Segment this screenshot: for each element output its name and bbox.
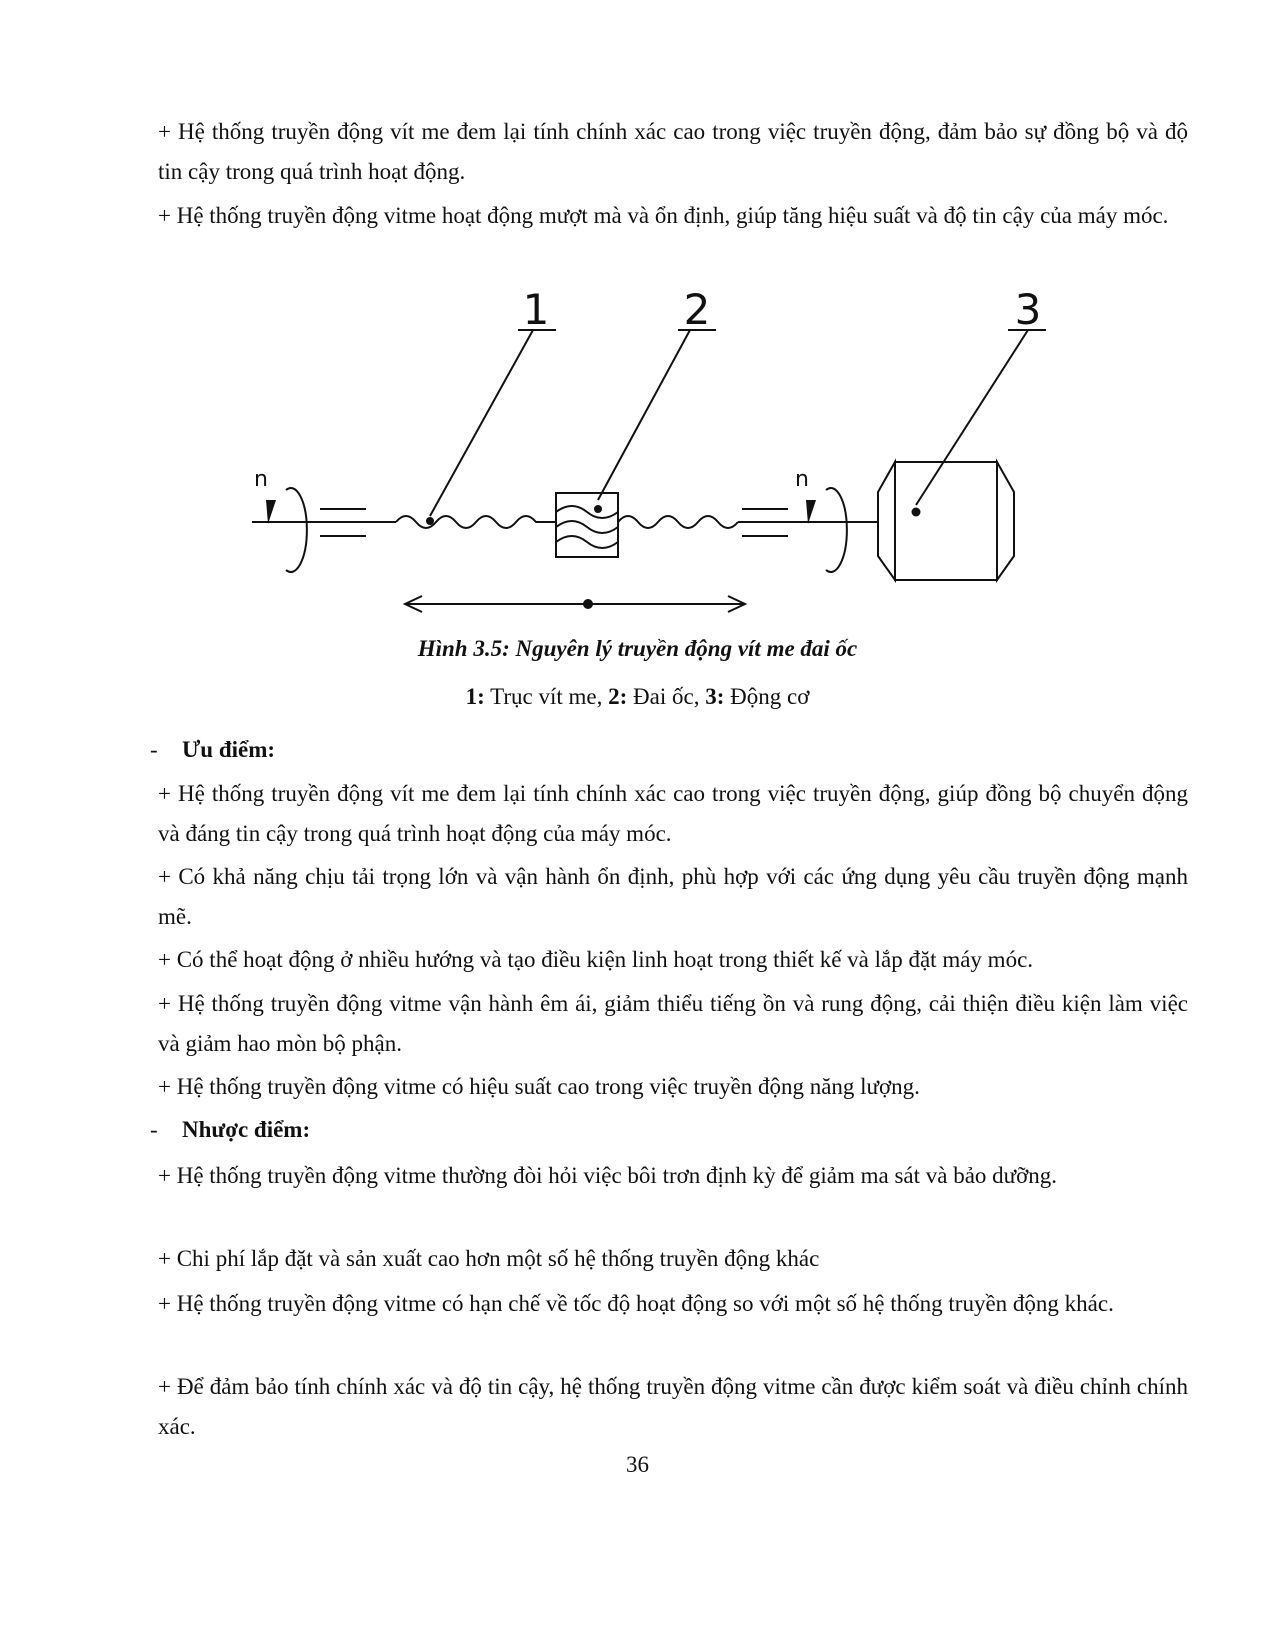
rotation-arrowhead-right [806,500,816,524]
disadvantage-item: + Hệ thống truyền động vitme có hạn chế về tốc độ hoạt động so với một số hệ thống truyền động khác. [158,1291,1114,1316]
travel-midpoint [583,599,593,609]
disadvantage-item: + Hệ thống truyền động vitme thường đòi hỏi việc bôi trơn định kỳ để giảm ma sát và bảo dưỡng. [158,1163,1058,1188]
leader-line-3 [916,330,1028,505]
nut-thread-1 [556,506,618,518]
leader-line-1 [430,330,533,516]
advantage-item: + Có khả năng chịu tải trọng lớn và vận hành ổn định, phù hợp với các ứng dụng yêu cầu truyền động mạnh mẽ. [158,864,1188,929]
legend-value-3: Động cơ [724,684,810,709]
advantage-item: + Hệ thống truyền động vitme vận hành êm ái, giảm thiểu tiếng ồn và rung động, cải thiện điều kiện làm việc và giảm hao mòn bộ phận. [158,991,1188,1056]
legend-value-1: Trục vít me, [484,684,609,709]
legend-key-1: 1: [465,684,485,709]
advantage-item: + Hệ thống truyền động vitme có hiệu suất cao trong việc truyền động năng lượng. [158,1074,920,1099]
disadvantage-item: + Chi phí lắp đặt và sản xuất cao hơn một số hệ thống truyền động khác [158,1246,820,1271]
paragraph-precision: + Hệ thống truyền động vít me đem lại tính chính xác cao trong việc truyền động, đảm bảo sự đồng bộ và độ tin cậy trong quá trình hoạt động. [158,119,1188,184]
point-3 [912,508,921,517]
rotation-arrowhead-left [266,500,276,524]
advantage-item: + Có thể hoạt động ở nhiều hướng và tạo điều kiện linh hoạt trong thiết kế và lắp đặt máy móc. [158,947,1034,972]
rotation-label-right: n [795,467,809,492]
motor-left-cap [878,462,895,580]
nut-thread-3 [556,536,618,548]
motor-right-cap [997,462,1014,580]
figure-caption: Hình 3.5: Nguyên lý truyền động vít me đai ốc [417,636,858,661]
rotation-arrow-right [826,488,847,572]
leader-line-2 [598,330,690,500]
disadvantages-heading [150,1110,310,1150]
disadvantages-title: Nhược điểm: [182,1117,311,1142]
disadvantage-item: + Để đảm bảo tính chính xác và độ tin cậy, hệ thống truyền động vitme cần được kiểm soát và điều chỉnh chính xác. [158,1374,1188,1439]
legend-value-2: Đai ốc, [627,684,706,709]
legend-key-3: 3: [705,684,725,709]
page-number: 36 [626,1452,649,1477]
point-2 [594,505,602,513]
label-1: 1 [522,285,550,334]
nut-thread-2 [556,521,618,533]
paragraph-smooth: + Hệ thống truyền động vitme hoạt động mượt mà và ổn định, giúp tăng hiệu suất và độ tin cậy của máy móc. [158,203,1169,228]
label-2: 2 [683,285,711,334]
point-1 [426,517,434,525]
screw-thread-left [396,516,556,528]
advantage-item: + Hệ thống truyền động vít me đem lại tính chính xác cao trong việc truyền động, giúp đồng bộ chuyển động và đáng tin cậy trong quá trình hoạt động của máy móc. [158,781,1188,846]
advantages-heading [150,730,275,770]
rotation-arrow-left [286,488,307,572]
advantages-dash: - [150,737,158,762]
advantages-title: Ưu điểm: [182,737,276,762]
figure-legend [0,684,1275,710]
legend-key-2: 2: [608,684,628,709]
motor-body [895,462,997,580]
rotation-label-left: n [254,467,268,492]
label-3: 3 [1014,285,1042,334]
screw-thread-right [618,516,738,528]
disadvantages-dash: - [150,1117,158,1142]
